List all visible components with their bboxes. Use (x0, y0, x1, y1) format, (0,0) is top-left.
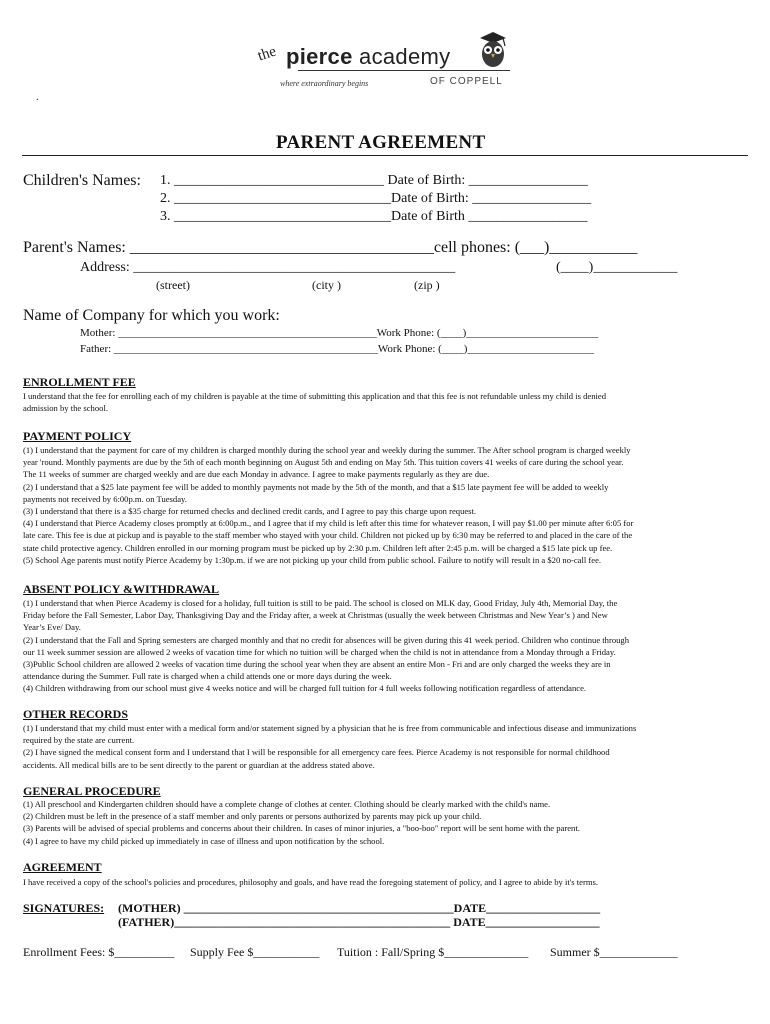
section-line: (2) I understand that the Fall and Spring semesters are charged monthly and that no credit for absences will be given during this 41 week period. Children who continue through (23, 634, 630, 645)
section-heading: ABSENT POLICY &WITHDRAWAL (23, 582, 220, 596)
logo-underline (298, 70, 510, 71)
child-line-3[interactable]: 3. _______________________________Date of Birth _________________ (160, 209, 588, 224)
section-heading: ENROLLMENT FEE (23, 375, 136, 389)
address-phone-line[interactable]: (____)____________ (556, 260, 678, 275)
logo-name-rest: academy (352, 44, 451, 69)
zip-label: (zip ) (414, 278, 440, 292)
section-heading: OTHER RECORDS (23, 707, 129, 721)
mother-signature-line[interactable]: (MOTHER) _____________________________________________DATE___________________ (118, 901, 601, 915)
section-line: payments not received by 6:00p.m. on Tuesday. (23, 493, 187, 504)
child-line-1[interactable]: 1. ______________________________ Date of Birth: _________________ (160, 173, 588, 188)
section-heading: PAYMENT POLICY (23, 429, 132, 443)
section-line: Friday before the Fall Semester, Labor Day, Thanksgiving Day and the Friday after, a week at Christmas (usually the week between Christmas and New Year’s ) and New (23, 610, 608, 621)
logo-tagline: where extraordinary begins (280, 79, 369, 88)
logo-name-bold: pierce (286, 44, 353, 69)
section-line: The 11 weeks of summer are charged weekly and are due each Monday in advance. I agree to make payments regularly as they are due. (23, 469, 490, 480)
section-line: (1) I understand that the payment for care of my children is charged monthly during the school year and weekly during the summer. The After school program is charged weekly (23, 445, 631, 455)
section-line: admission by the school. (23, 403, 108, 414)
section-line: (3)Public School children are allowed 2 weeks of vacation time during the school year when they are absent an entire Mon - Fri and are only charged the weeks they are in (23, 659, 611, 670)
section-line: state child protective agency. Children enrolled in our morning program must be picked up by 2:30 p.m. Children left after 2:45 p.m. will be charged a $15 late pick up fee. (23, 542, 613, 553)
section-body (23, 597, 747, 695)
signatures-label: SIGNATURES: (23, 901, 105, 915)
section-line: (3) I understand that there is a $35 charge for returned checks and declined credit cards, and I agree to pay this charge upon request. (23, 506, 477, 517)
mother-company-line[interactable]: Mother: _______________________________________________Work Phone: (____)________________________ (80, 327, 599, 339)
section-line: (2) Children must be left in the presence of a staff member and only parents or persons authorized by parents may pick up your child. (23, 811, 482, 822)
section-line: (4) I agree to have my child picked up immediately in case of illness and upon notification by the school. (23, 835, 385, 846)
children-label: Children's Names: (23, 172, 141, 189)
section-line: (4) I understand that Pierce Academy closes promptly at 6:00p.m., and I agree that if my child is left after this time for whatever reason, I will pay $1.00 per minute after 6:05 for (23, 518, 634, 529)
title-rule (22, 155, 748, 156)
section-line: I understand that the fee for enrolling each of my children is payable at the time of submitting this application and that this fee is not refundable unless my child is denied (23, 391, 607, 401)
street-label: (street) (156, 278, 190, 292)
tuition-fee-line[interactable]: Tuition : Fall/Spring $______________ (337, 945, 529, 959)
section-line: (1) All preschool and Kindergarten children should have a complete change of clothes at center. Clothing should be clearly marked with the child's name. (23, 799, 551, 809)
section-body (23, 722, 747, 771)
section-line: (1) I understand that my child must enter with a medical form and/or statement signed by a physician that he is free from communicable and infectious disease and immunizations (23, 723, 637, 733)
father-signature-line[interactable]: (FATHER)______________________________________________ DATE___________________ (118, 915, 600, 929)
owl-icon (476, 30, 510, 70)
city-label: (city ) (312, 278, 341, 292)
logo-wordmark (286, 44, 450, 70)
section-line: (5) School Age parents must notify Pierce Academy by 1:30p.m. if we are not picking up your child from public school. Failure to notify will result in a $20 no-call fee. (23, 554, 602, 565)
stray-mark: . (36, 92, 39, 103)
section-line: (1) I understand that when Pierce Academy is closed for a holiday, full tuition is still to be paid. The school is closed on MLK day, Good Friday, July 4th, Memorial Day, the (23, 598, 618, 608)
logo-location: OF COPPELL (430, 76, 503, 87)
section-line: attendance during the Summer. Full rate is charged when a child attends one or more days during the week. (23, 671, 392, 682)
section-body (23, 876, 747, 888)
section-line: required by the state are current. (23, 735, 135, 746)
supply-fee-line[interactable]: Supply Fee $___________ (190, 945, 320, 959)
section-line: (4) Children withdrawing from our school must give 4 weeks notice and will be charged full tuition for 4 full weeks following notification regardless of attendance. (23, 683, 587, 694)
section-heading: GENERAL PROCEDURE (23, 784, 161, 798)
section-line: (2) I have signed the medical consent form and I understand that I will be responsible for all emergency care fees. Pierce Academy is not responsible for normal childhood (23, 747, 610, 758)
father-company-line[interactable]: Father: ________________________________________________Work Phone: (____)_______________________ (80, 343, 594, 355)
summer-fee-line[interactable]: Summer $_____________ (550, 945, 678, 959)
address-line[interactable]: Address: ______________________________________________ (80, 260, 456, 275)
section-line: I have received a copy of the school's policies and procedures, philosophy and goals, and have read the foregoing statement of policy, and I agree to abide by it's terms. (23, 877, 599, 887)
enrollment-fee-line[interactable]: Enrollment Fees: $__________ (23, 945, 175, 959)
section-line: Year’s Eve/ Day. (23, 622, 81, 633)
page-title: PARENT AGREEMENT (276, 132, 486, 153)
section-body (23, 390, 747, 414)
section-heading: AGREEMENT (23, 860, 102, 874)
section-line: accidents. All medical bills are to be sent directly to the parent or guardian at the address stated above. (23, 759, 375, 770)
logo-the: the (255, 43, 279, 65)
company-heading: Name of Company for which you work: (23, 307, 280, 324)
child-line-2[interactable]: 2. _______________________________Date of Birth: _________________ (160, 191, 592, 206)
section-line: our 11 week summer session are allowed 2 weeks of vacation time for which no tuition will be charged when the child is not in attendance from a Monday through a Friday. (23, 646, 616, 657)
section-line: late care. This fee is due at pickup and is payable to the staff member who stayed with your child. Children not picked up by 6:30 may be referred to and placed in the care of the (23, 530, 633, 541)
section-body (23, 444, 747, 566)
parent-names-line[interactable]: Parent's Names: ______________________________________cell phones: (___)___________ (23, 239, 638, 256)
section-line: year 'round. Monthly payments are due by the 5th of each month beginning on August 5th and ending on May 5th. This tuition covers 41 weeks of care during the school year. (23, 457, 624, 468)
section-line: (2) I understand that a $25 late payment fee will be added to monthly payments not made by the 5th of the month, and that a $15 late payment fee will be added to weekly (23, 481, 609, 492)
section-line: (3) Parents will be advised of special problems and concerns about their children. In cases of minor injuries, a "boo-boo" report will be sent home with the parent. (23, 823, 580, 834)
section-body (23, 798, 747, 847)
